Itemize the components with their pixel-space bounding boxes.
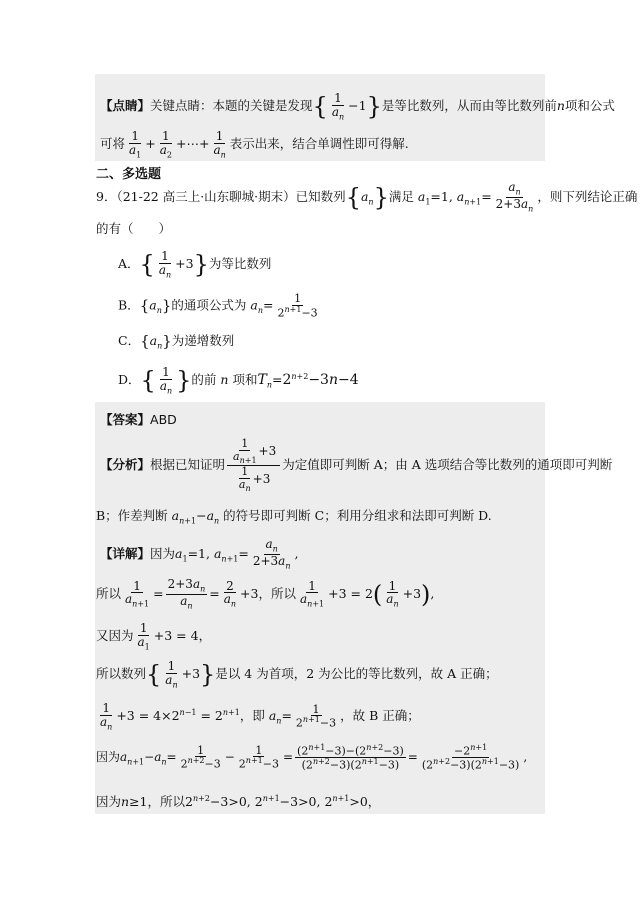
detail-line-1: 【详解】因为$a_1=1$, $a_{n+1}=$ $\frac{a_n}{2+3a_n}$ ,: [100, 537, 299, 571]
analysis-line-1: 【分析】根据已知证明 $\frac{1}{a_{n+1}}$ +3 $\frac{1}{a_n}$ +3 为定值即可判断 A；由 A 选项结合等比数列的通项即可判断: [100, 437, 613, 493]
question-source: （21-22 高三上·山东聊城·期末）: [116, 188, 296, 204]
detail-line-6: 因为$a_{n+1}-a_n=$ $\frac{1}{2^{n+2}-3}$ − $\frac{1}{2^{n+1}-3}$ = $\frac{(2^{n+1}-3)-(2^{n+2}-3)}{(2^{n+2}-3)(2^{n+1}-3)}$ = $\frac{-2^{n+1}}{(2^{n+2}-3)(2^{n+1}-3)}$ ,: [96, 743, 528, 772]
question-line-1: 9．（21-22 高三上·山东聊城·期末）已知数列$\{a_n\}$满足 $a_1=1$, $a_{n+1}=$ $\frac{a_n}{2+3a_n}$ ，则下列结论正确: [96, 180, 638, 214]
analysis-label: 【分析】: [100, 457, 151, 473]
option-a: A．{ $\frac{1}{a_n}$ +3}为等比数列: [118, 249, 272, 279]
detail-line-4: 所以数列{ $\frac{1}{a_n}$ +3}是以 4 为首项，2 为公比的等比数列，故 A 正确；: [96, 659, 498, 689]
detail-line-3: 又因为 $\frac{1}{a_1}$ +3 = 4，: [96, 621, 212, 651]
section-title: 二、多选题: [96, 167, 162, 182]
brace-right: }: [366, 92, 382, 121]
answer-label: 【答案】: [100, 412, 151, 427]
note-line-2: 可将 $\frac{1}{a_1}$ + $\frac{1}{a_2}$ +⋯+ $\frac{1}{a_n}$ 表示出来，结合单调性即可得解.: [100, 129, 409, 159]
note-line2-suffix: 表示出来，结合单调性即可得解.: [229, 136, 409, 152]
detail-line-7: 因为n≥1，所以$2^{n+2}-3>0$, $2^{n+1}-3>0$, $2^{n+1}>0$，: [96, 793, 381, 809]
option-d: D．{ $\frac{1}{a_n}$ }的前 n 项和$T_n=2^{n+2}-3n-4$: [118, 365, 359, 395]
answer-line: [100, 410, 177, 428]
detail-line-2: 所以 $\frac{1}{a_{n+1}}$ = $\frac{2+3a_n}{a_n}$ = $\frac{2}{a_n}$ +3，所以 $\frac{1}{a_{n+1}}$ +3 = 2( $\frac{1}{a_n}$ +3),: [96, 577, 435, 611]
note-line2-prefix: 可将: [100, 136, 126, 152]
note-text-2: 是等比数列，从而由等比数列前: [381, 98, 557, 114]
detail-label: 【详解】: [100, 545, 151, 561]
option-c: C．$\{a_n\}$为递增数列: [118, 332, 235, 351]
question-line-2: 的有（ ）: [96, 221, 172, 236]
note-text-1: 关键点睛：本题的关键是发现: [150, 98, 313, 114]
brace-left: {: [312, 92, 328, 121]
detail-line-5: $\frac{1}{a_n}$ $+3 = 4\times 2^{n-1} = 2^{n+1}$，即 $a_n=$ $\frac{1}{2^{n+1}-3}$ ，故 B 正确；: [100, 701, 420, 731]
note-line-1: 【点睛】关键点睛：本题的关键是发现{ $\frac{1}{a_n}$ −1}是等比数列，从而由等比数列前n项和公式: [100, 91, 615, 121]
note-text-3: 项和公式: [564, 98, 615, 114]
question-number: 9．: [96, 188, 117, 204]
note-label: 【点睛】: [100, 98, 151, 114]
option-b: B．$\{a_n\}$的通项公式为 $a_n=$ $\frac{1}{2^{n+1}-3}$: [118, 292, 318, 320]
answer-value: ABD: [150, 412, 177, 427]
analysis-line-2: B；作差判断 $a_{n+1}-a_n$ 的符号即可判断 C；利用分组求和法即可判断 D.: [96, 508, 492, 526]
